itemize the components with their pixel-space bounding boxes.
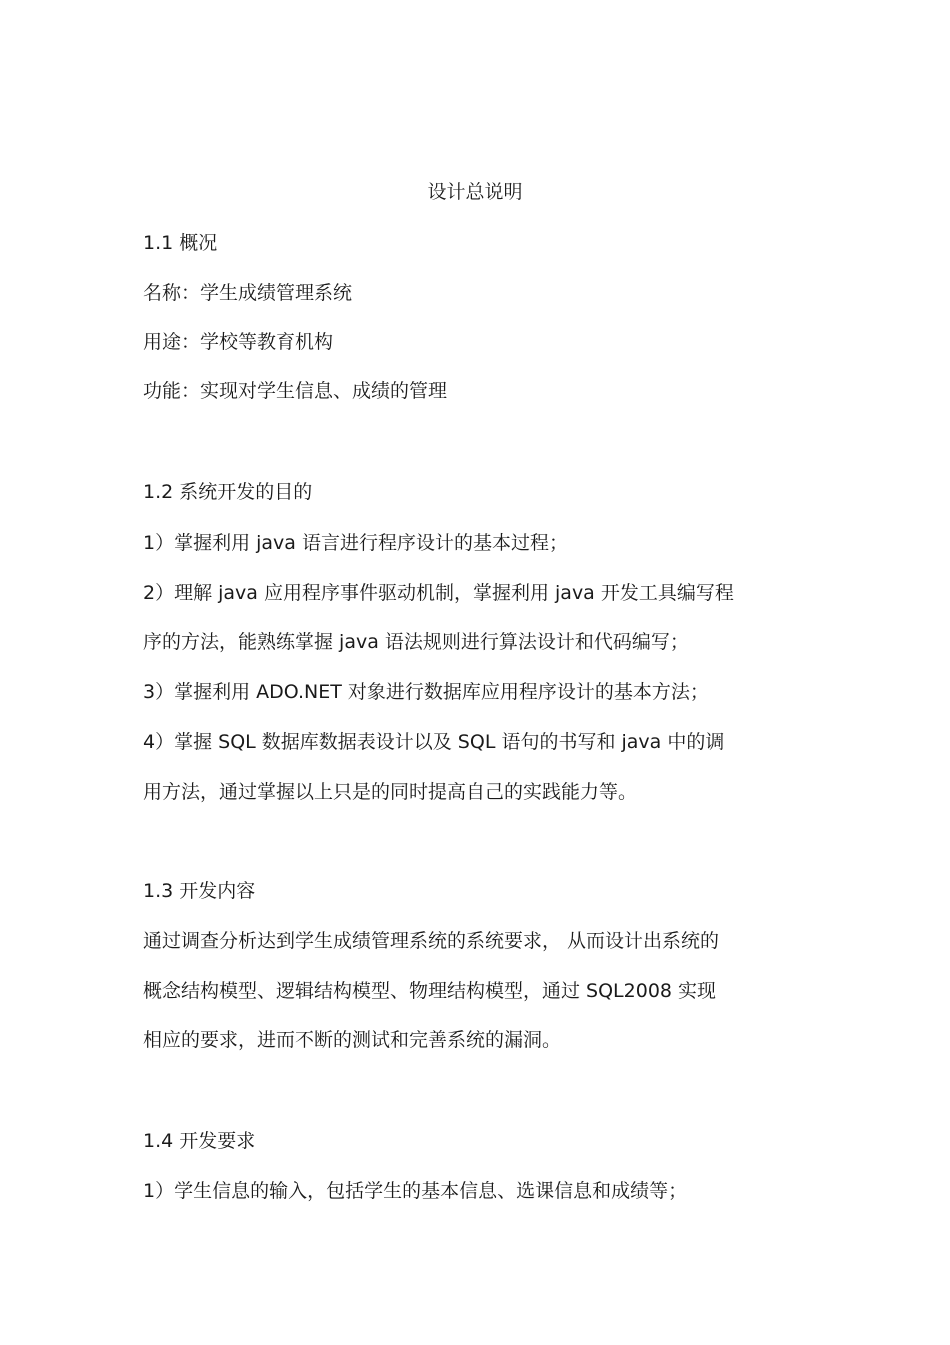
section-heading-overview: 1.1 概况 [143, 232, 218, 254]
content-line-3: 相应的要求，进而不断的测试和完善系统的漏洞。 [143, 1029, 562, 1051]
section-heading-content: 1.3 开发内容 [143, 880, 256, 902]
use-line: 用途：学校等教育机构 [143, 331, 334, 353]
name-line: 名称：学生成绩管理系统 [143, 282, 353, 304]
content-line-1: 通过调查分析达到学生成绩管理系统的系统要求， 从而设计出系统的 [143, 930, 720, 952]
purpose-item-3: 3）掌握利用 ADO.NET 对象进行数据库应用程序设计的基本方法； [143, 681, 709, 703]
purpose-item-1: 1）掌握利用 java 语言进行程序设计的基本过程； [143, 532, 568, 554]
section-heading-purpose: 1.2 系统开发的目的 [143, 481, 313, 503]
content-line-2: 概念结构模型、逻辑结构模型、物理结构模型，通过 SQL2008 实现 [143, 980, 717, 1002]
document-title: 设计总说明 [427, 181, 523, 203]
purpose-item-4-line-2: 用方法，通过掌握以上只是的同时提高自己的实践能力等。 [143, 781, 638, 803]
purpose-item-4-line-1: 4）掌握 SQL 数据库数据表设计以及 SQL 语句的书写和 java 中的调 [143, 731, 725, 753]
purpose-item-2-line-1: 2）理解 java 应用程序事件驱动机制，掌握利用 java 开发工具编写程 [143, 582, 734, 604]
requirement-item-1: 1）学生信息的输入，包括学生的基本信息、选课信息和成绩等； [143, 1180, 688, 1202]
purpose-item-2-line-2: 序的方法，能熟练掌握 java 语法规则进行算法设计和代码编写； [143, 631, 689, 653]
function-line: 功能：实现对学生信息、成绩的管理 [143, 380, 448, 402]
section-heading-requirements: 1.4 开发要求 [143, 1130, 256, 1152]
